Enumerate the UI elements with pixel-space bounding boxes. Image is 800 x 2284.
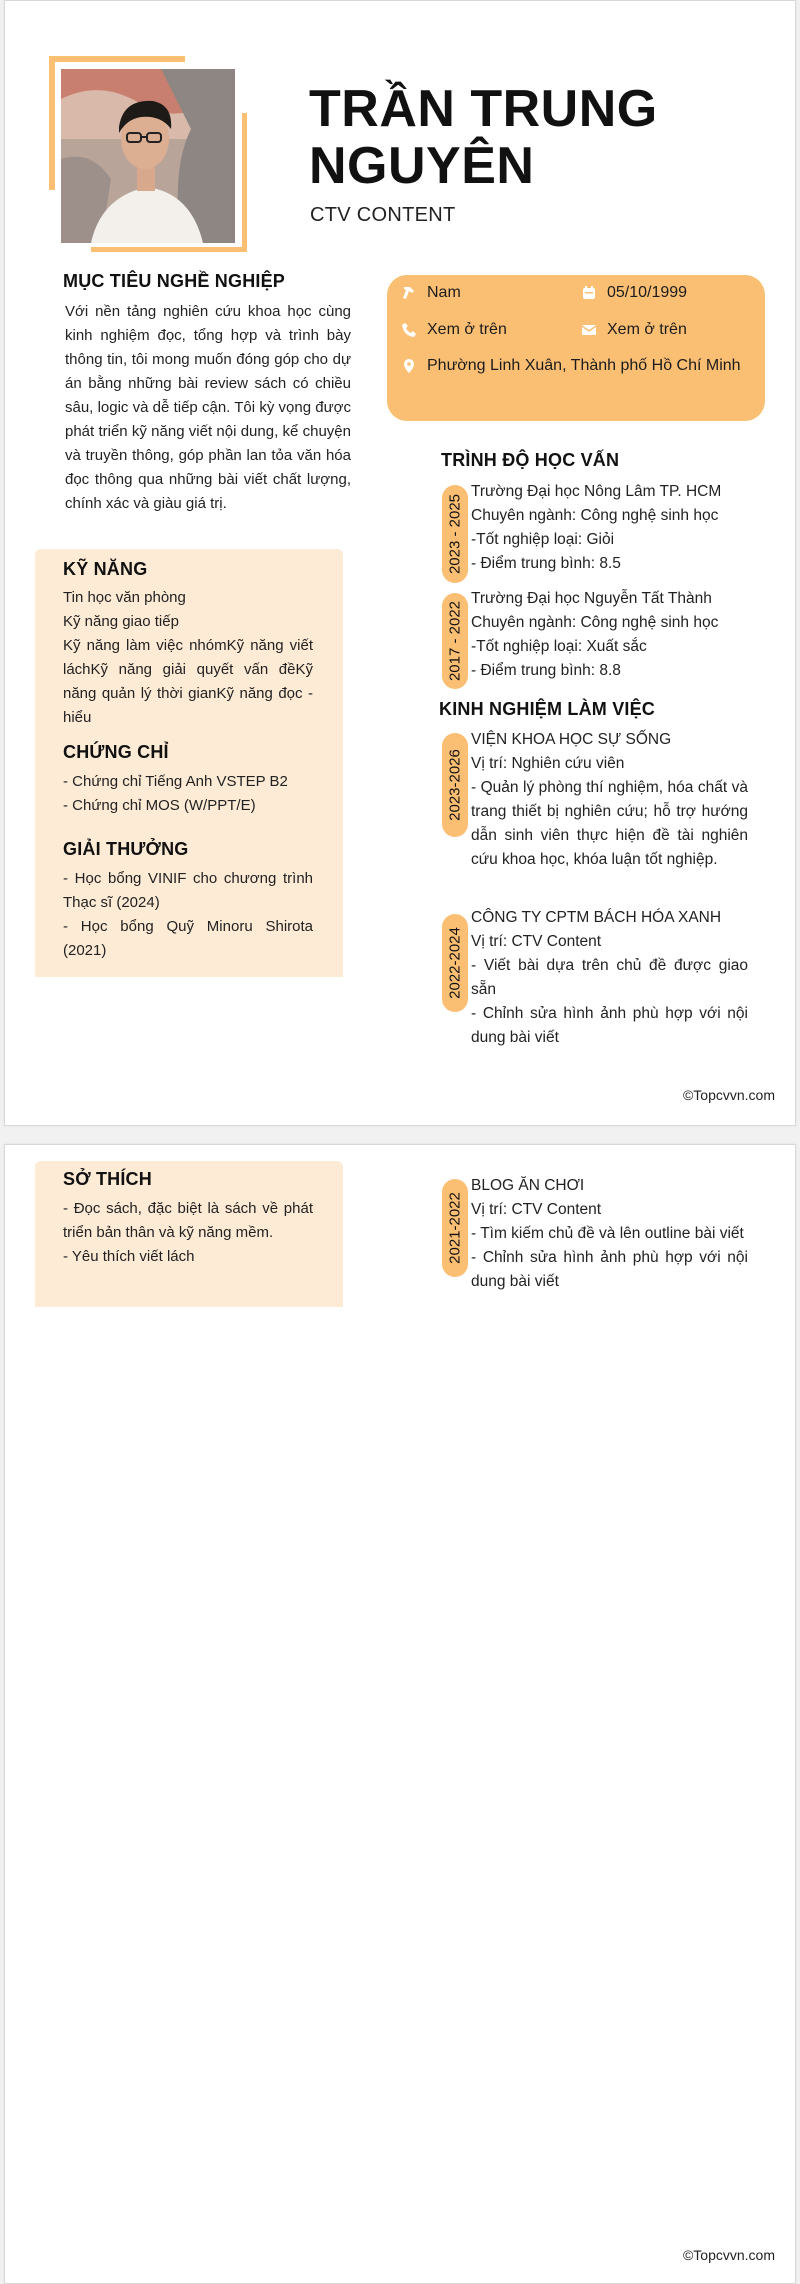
skills-panel <box>35 549 343 977</box>
period-badge <box>442 733 468 837</box>
education-entry <box>471 480 748 576</box>
candidate-name <box>309 81 769 195</box>
award-item: - Học bổng VINIF cho chương trình Thạc sĩ (2024) <box>63 870 313 911</box>
job-description: - Chỉnh sửa hình ảnh phù hợp với nội dung bài viết <box>471 1249 748 1290</box>
skill-item: Kỹ năng giao tiếp <box>63 613 179 630</box>
period-badge <box>442 593 468 689</box>
birthday-value: 05/10/1999 <box>607 284 688 301</box>
contact-birthday <box>581 284 687 302</box>
award-item: - Học bổng Quỹ Minoru Shirota (2021) <box>63 918 313 959</box>
email-icon <box>581 322 597 338</box>
contact-email <box>581 321 687 339</box>
contact-gender <box>401 284 461 302</box>
contact-phone <box>401 321 507 339</box>
experience-entry <box>471 728 748 872</box>
position: Vị trí: Nghiên cứu viên <box>471 755 625 772</box>
phone-value: Xem ở trên <box>427 321 507 338</box>
degree-rank: -Tốt nghiệp loại: Giỏi <box>471 531 615 548</box>
hobbies-title: SỞ THÍCH <box>63 1169 152 1189</box>
name-line-2: NGUYÊN <box>309 137 535 195</box>
experience-entry <box>471 906 748 1050</box>
certificate-item: - Chứng chỉ Tiếng Anh VSTEP B2 <box>63 773 288 790</box>
period-text: 2017 - 2022 <box>446 600 464 682</box>
certificate-item: - Chứng chỉ MOS (W/PPT/E) <box>63 797 256 814</box>
period-text: 2022-2024 <box>446 927 464 999</box>
company-name: BLOG ĂN CHƠI <box>471 1177 585 1194</box>
hobby-item: - Yêu thích viết lách <box>63 1248 195 1265</box>
cv-page-1 <box>4 0 796 1126</box>
phone-icon <box>401 322 417 338</box>
hobby-item: - Đọc sách, đặc biệt là sách về phát triển bản thân và kỹ năng mềm. <box>63 1200 313 1241</box>
company-name: VIỆN KHOA HỌC SỰ SỐNG <box>471 731 672 748</box>
email-value: Xem ở trên <box>607 321 687 338</box>
degree-rank: -Tốt nghiệp loại: Xuất sắc <box>471 638 647 655</box>
cv-page-2 <box>4 1144 796 2284</box>
major: Chuyên ngành: Công nghệ sinh học <box>471 614 719 631</box>
position: Vị trí: CTV Content <box>471 933 602 950</box>
awards-list <box>63 867 313 963</box>
education-title: TRÌNH ĐỘ HỌC VẤN <box>441 450 620 470</box>
job-description: - Tìm kiếm chủ đề và lên outline bài viết <box>471 1225 744 1242</box>
footer-watermark: ©Topcvvn.com <box>682 1087 775 1103</box>
school-name: Trường Đại học Nguyễn Tất Thành <box>471 590 712 607</box>
major: Chuyên ngành: Công nghệ sinh học <box>471 507 719 524</box>
period-text: 2023 - 2025 <box>446 493 464 575</box>
period-text: 2021-2022 <box>446 1192 464 1264</box>
gpa: - Điểm trung bình: 8.5 <box>471 555 621 572</box>
location-icon <box>401 358 417 374</box>
experience-title: KINH NGHIỆM LÀM VIỆC <box>439 699 656 719</box>
period-badge <box>442 485 468 583</box>
skills-list <box>63 586 313 730</box>
job-role: CTV CONTENT <box>310 204 456 226</box>
job-description: - Chỉnh sửa hình ảnh phù hợp với nội dung bài viết <box>471 1005 748 1046</box>
job-description: - Quản lý phòng thí nghiệm, hóa chất và trang thiết bị nghiên cứu; hỗ trợ hướng dẫn sinh viên thực hiện đề tài nghiên cứu khoa học, khóa luận tốt nghiệp. <box>471 779 748 868</box>
company-name: CÔNG TY CPTM BÁCH HÓA XANH <box>471 909 722 926</box>
position: Vị trí: CTV Content <box>471 1201 602 1218</box>
period-badge <box>442 914 468 1012</box>
certificates-list <box>63 770 313 818</box>
experience-entry <box>471 1174 748 1294</box>
calendar-icon <box>581 285 597 301</box>
hobbies-panel <box>35 1161 343 1307</box>
objective-title: MỤC TIÊU NGHỀ NGHIỆP <box>63 271 286 291</box>
address-value: Phường Linh Xuân, Thành phố Hồ Chí Minh <box>427 357 741 374</box>
certificates-title: CHỨNG CHỈ <box>63 742 169 762</box>
profile-photo <box>61 69 235 243</box>
name-line-1: TRẦN TRUNG <box>309 80 658 138</box>
contact-box <box>387 275 765 421</box>
gpa: - Điểm trung bình: 8.8 <box>471 662 621 679</box>
job-description: - Viết bài dựa trên chủ đề được giao sẵn <box>471 957 748 998</box>
skill-item: Tin học văn phòng <box>63 589 186 606</box>
contact-address <box>401 357 741 375</box>
period-badge <box>442 1179 468 1277</box>
footer-watermark: ©Topcvvn.com <box>682 2247 775 2263</box>
school-name: Trường Đại học Nông Lâm TP. HCM <box>471 483 722 500</box>
skill-item: Kỹ năng làm việc nhómKỹ năng viết láchKỹ năng giải quyết vấn đềKỹ năng quản lý thời gianKỹ năng đọc - hiểu <box>63 637 313 726</box>
skills-title: KỸ NĂNG <box>63 559 148 579</box>
objective-text: Với nền tảng nghiên cứu khoa học cùng kinh nghiệm đọc, tổng hợp và trình bày thông tin, tôi mong muốn đóng góp cho dự án bằng những bài review sách có chiều sâu, logic và dễ tiếp cận. Tôi kỳ vọng được phát triển kỹ năng viết nội dung, kể chuyện và truyền thông, góp phần lan tỏa văn hóa đọc thông qua những bài viết chất lượng, chính xác và giàu giá trị. <box>65 303 351 512</box>
awards-title: GIẢI THƯỞNG <box>63 839 189 859</box>
education-entry <box>471 587 748 683</box>
hobbies-list <box>63 1197 313 1269</box>
period-text: 2023-2026 <box>446 749 464 821</box>
gender-icon <box>401 285 417 301</box>
gender-value: Nam <box>427 284 461 301</box>
